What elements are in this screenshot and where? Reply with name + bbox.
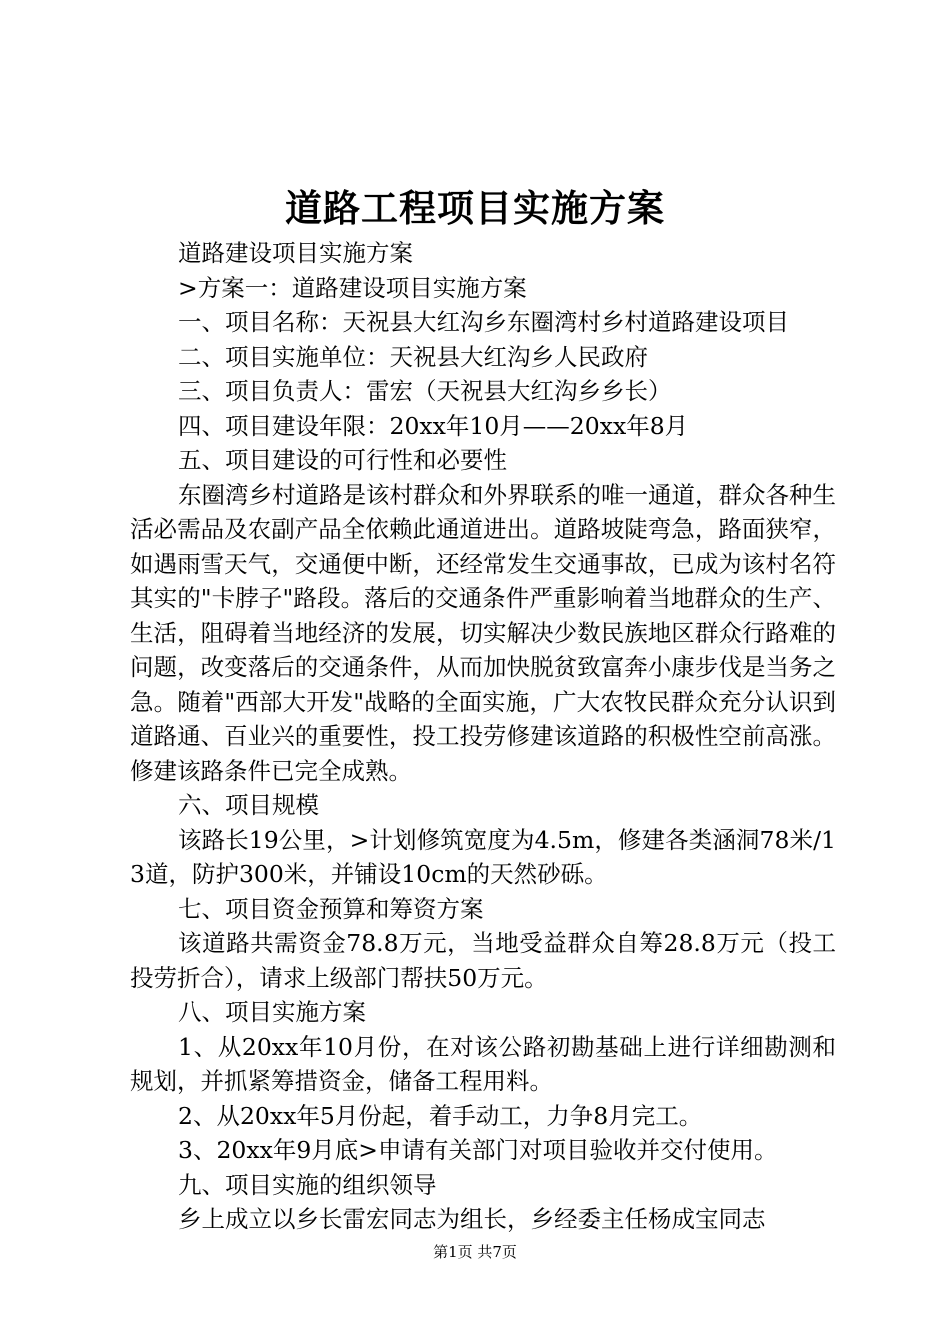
paragraph: 3、20xx年9月底>申请有关部门对项目验收并交付使用。 (178, 1136, 778, 1164)
paragraph: 东圈湾乡村道路是该村群众和外界联系的唯一通道，群众各种生活必需品及农副产品全依赖此通道进出。道路坡陡弯急，路面狭窄，如遇雨雪天气，交通便中断，还经常发生交通事故，已成为该村名符其实的"卡脖子"路段。落后的交通条件严重影响着当地群众的生产、生活，阻碍着当地经济的发展，切实解决少数民族地区群众行路难的问题，改变落后的交通条件，从而加快脱贫致富奔小康步伐是当务之急。随着"西部大开发"战略的全面实施，广大农牧民群众充分认识到道路通、百业兴的重要性，投工投劳修建该道路的积极性空前高涨。修建该路条件已完全成熟。 (130, 480, 836, 785)
paragraph: 四、项目建设年限：20xx年10月——20xx年8月 (178, 411, 689, 440)
paragraph: 道路建设项目实施方案 (178, 239, 413, 267)
paragraph: 该路长19公里，>计划修筑宽度为4.5m，修建各类涵洞78米/13道，防护300米，并铺设10cm的天然砂砾。 (130, 825, 836, 888)
paragraph: 乡上成立以乡长雷宏同志为组长，乡经委主任杨成宝同志 (178, 1205, 766, 1233)
paragraph: 三、项目负责人：雷宏（天祝县大红沟乡乡长） (178, 377, 672, 405)
paragraph: 七、项目资金预算和筹资方案 (178, 894, 484, 923)
paragraph: 一、项目名称：天祝县大红沟乡东圈湾村乡村道路建设项目 (178, 308, 789, 336)
document-title: 道路工程项目实施方案 (285, 186, 665, 230)
paragraph: 五、项目建设的可行性和必要性 (178, 446, 507, 474)
paragraph: 1、从20xx年10月份，在对该公路初勘基础上进行详细勘测和规划，并抓紧筹措资金，储备工程用料。 (130, 1032, 836, 1095)
paragraph: 该道路共需资金78.8万元，当地受益群众自筹28.8万元（投工投劳折合），请求上级部门帮扶50万元。 (130, 929, 836, 992)
document-body (130, 236, 836, 1237)
paragraph: 二、项目实施单位：天祝县大红沟乡人民政府 (178, 342, 648, 371)
paragraph: 六、项目规模 (178, 791, 319, 819)
paragraph: >方案一：道路建设项目实施方案 (178, 273, 527, 302)
page-footer: 第1页 共7页 (433, 1243, 517, 1261)
paragraph: 九、项目实施的组织领导 (178, 1170, 437, 1199)
paragraph: 2、从20xx年5月份起，着手动工，力争8月完工。 (178, 1101, 703, 1130)
paragraph: 八、项目实施方案 (178, 998, 366, 1026)
